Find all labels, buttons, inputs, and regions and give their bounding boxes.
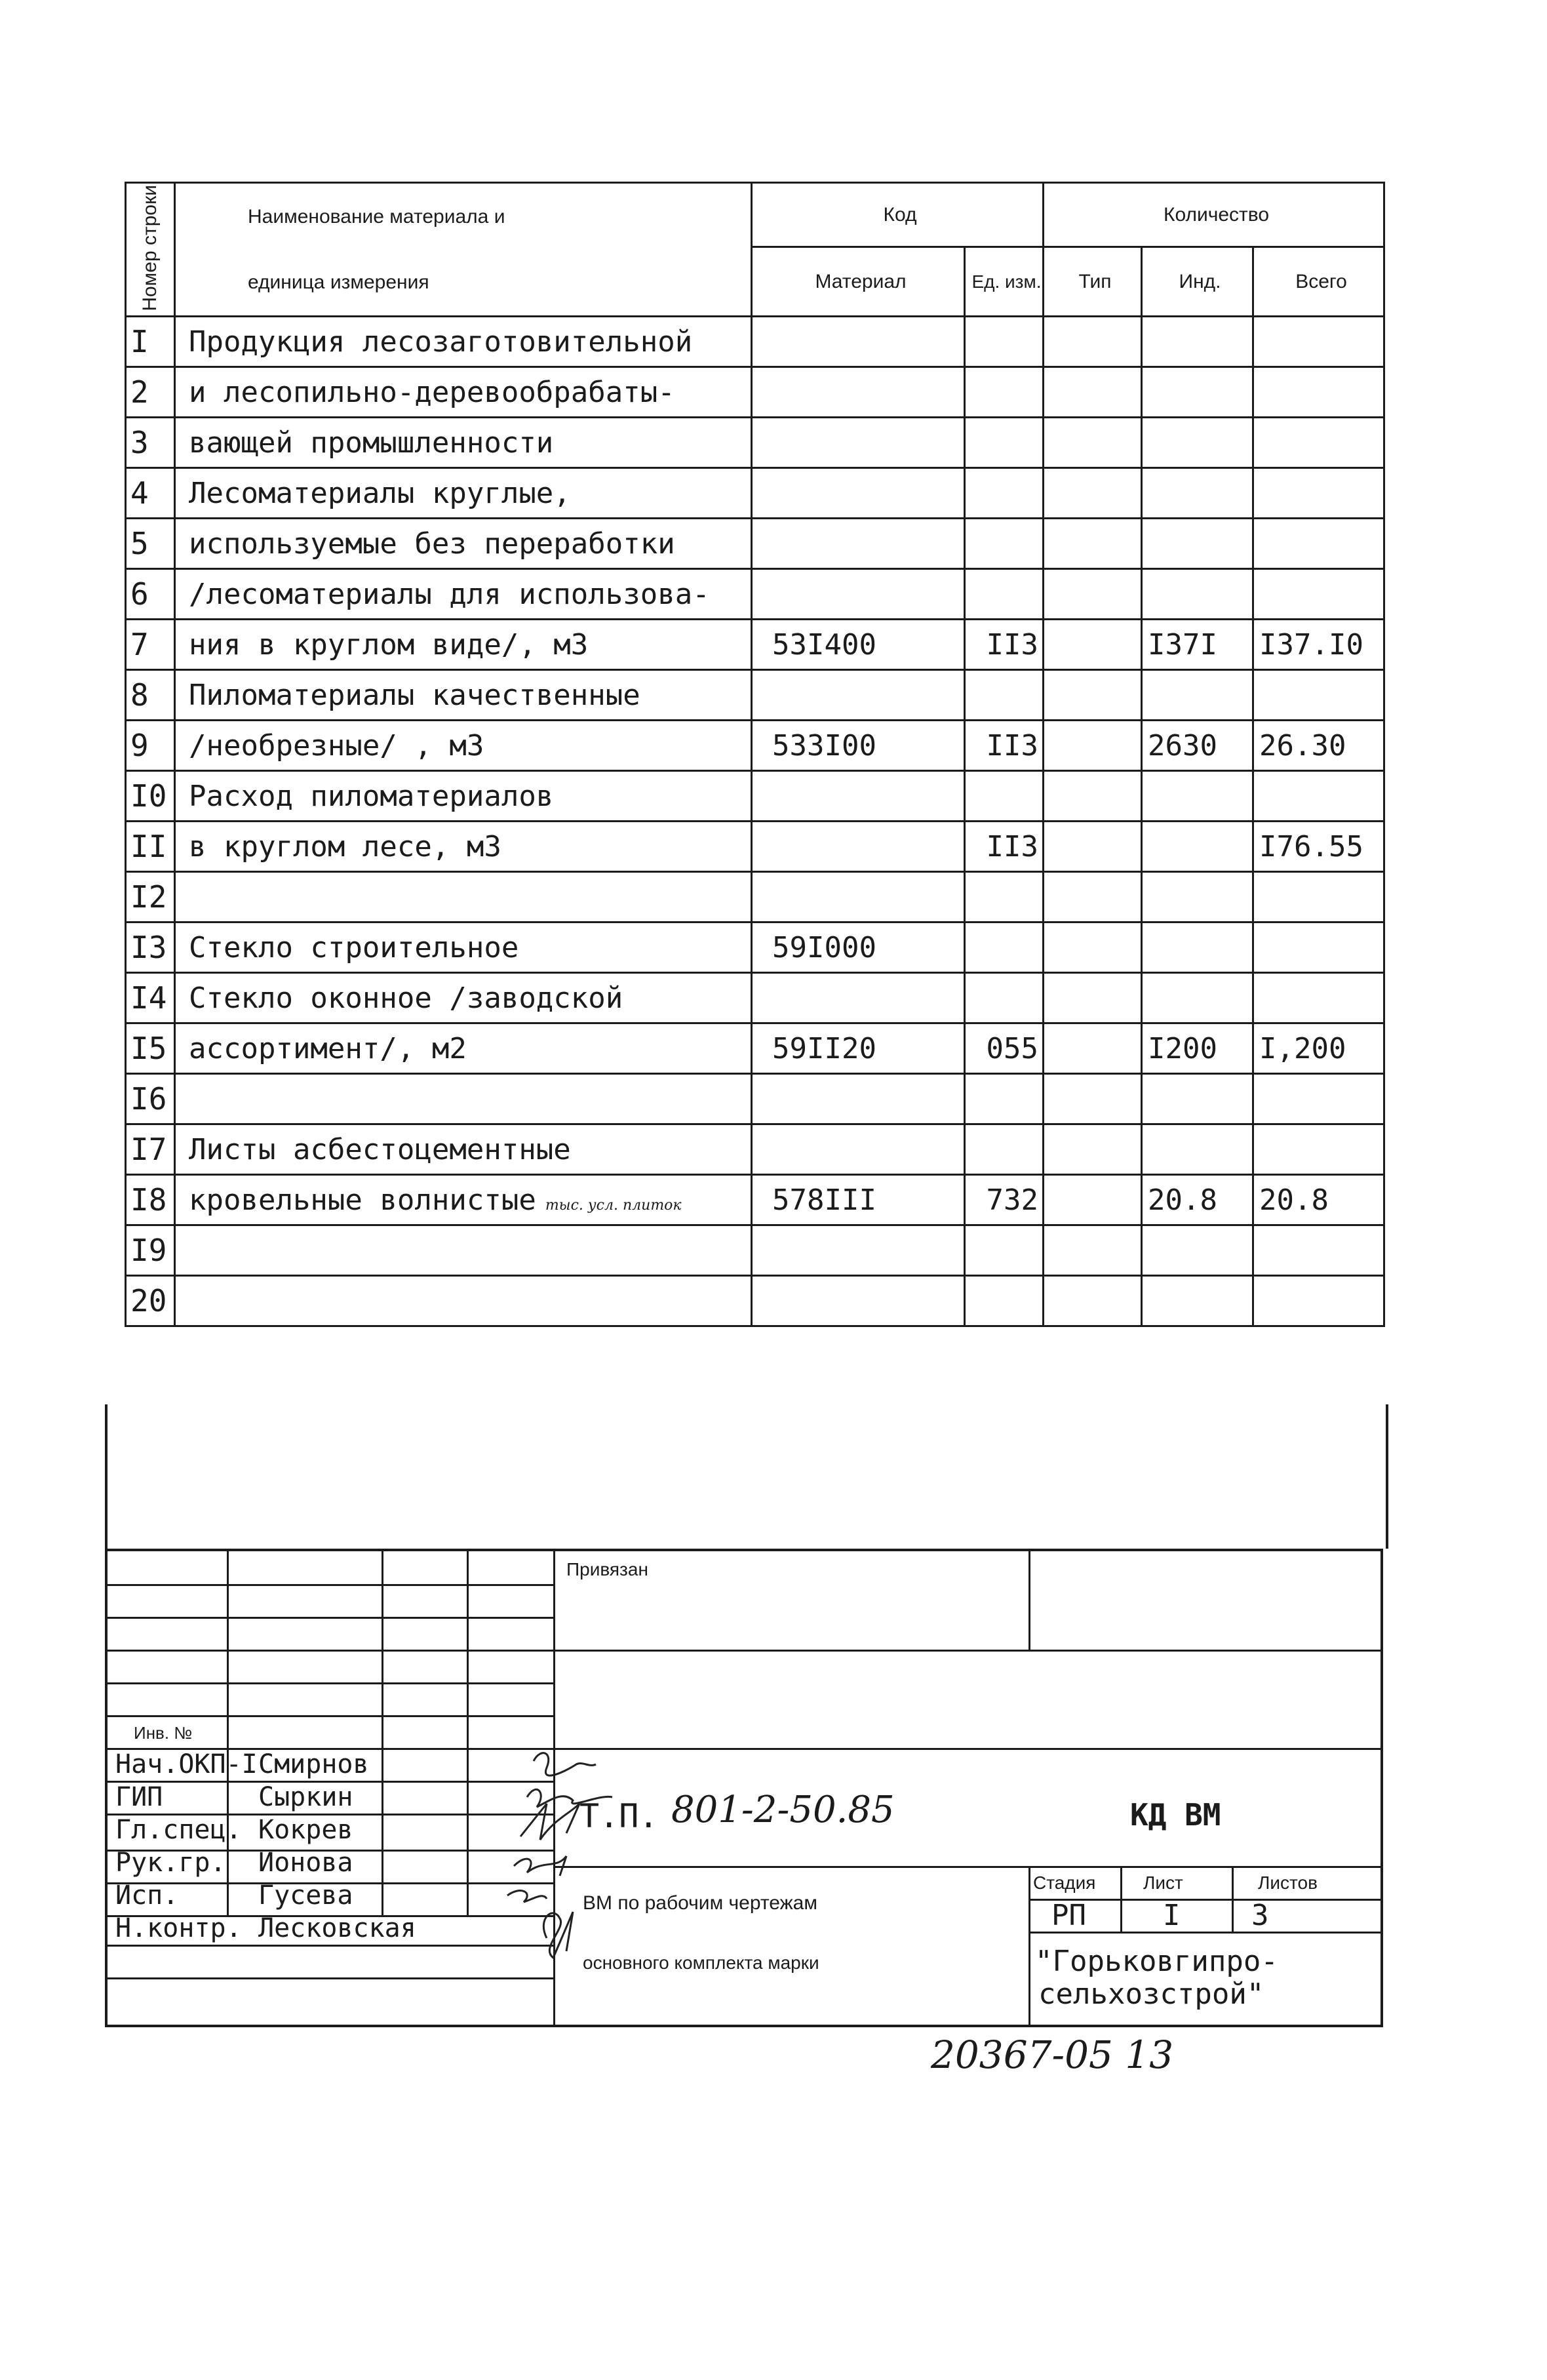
staff-role: Рук.гр. — [115, 1848, 226, 1878]
material-code — [752, 872, 965, 922]
material-name: Стекло строительное — [175, 922, 752, 973]
total-header: Всего — [1253, 247, 1384, 317]
row-number: 8 — [126, 670, 175, 721]
type-qty — [1044, 1074, 1142, 1124]
total-qty — [1253, 771, 1384, 822]
table-row — [126, 1225, 1384, 1276]
specification-sheet — [125, 182, 1383, 1327]
unit-code: II3 — [965, 620, 1044, 670]
type-qty — [1044, 872, 1142, 922]
stage-label: Стадия — [1033, 1873, 1096, 1893]
type-qty — [1044, 418, 1142, 468]
organization-line1: "Горьковгипро- — [1035, 1945, 1278, 1978]
unit-code — [965, 922, 1044, 973]
tp-number: 801-2-50.85 — [671, 1789, 895, 1831]
table-row — [126, 721, 1384, 771]
ind-qty: I37I — [1142, 620, 1253, 670]
material-code-header: Материал — [752, 247, 965, 317]
material-name — [175, 1074, 752, 1124]
ind-qty — [1142, 1124, 1253, 1175]
row-number: I7 — [126, 1124, 175, 1175]
material-code: 59II20 — [752, 1023, 965, 1074]
material-code — [752, 1276, 965, 1326]
type-qty — [1044, 922, 1142, 973]
material-code — [752, 973, 965, 1023]
ind-qty — [1142, 1276, 1253, 1326]
row-number: 9 — [126, 721, 175, 771]
material-code: 59I000 — [752, 922, 965, 973]
sheets-label: Листов — [1258, 1873, 1318, 1893]
unit-code — [965, 519, 1044, 569]
material-name: Лесоматериалы круглые, — [175, 468, 752, 519]
row-number: 2 — [126, 367, 175, 418]
total-qty: 26.30 — [1253, 721, 1384, 771]
unit-code: II3 — [965, 822, 1044, 872]
type-qty — [1044, 670, 1142, 721]
ind-qty — [1142, 1225, 1253, 1276]
type-qty — [1044, 973, 1142, 1023]
row-number: I4 — [126, 973, 175, 1023]
table-row — [126, 317, 1384, 367]
material-name: Расход пиломатериалов — [175, 771, 752, 822]
material-code — [752, 1124, 965, 1175]
inv-label: Инв. № — [134, 1723, 193, 1743]
material-name: в круглом лесе, м3 — [175, 822, 752, 872]
unit-code: 732 — [965, 1175, 1044, 1225]
material-name: Листы асбестоцементные — [175, 1124, 752, 1175]
material-code — [752, 367, 965, 418]
table-row — [126, 922, 1384, 973]
ind-qty — [1142, 872, 1253, 922]
row-number: I8 — [126, 1175, 175, 1225]
ind-qty — [1142, 569, 1253, 620]
material-code: 533I00 — [752, 721, 965, 771]
unit-header: Ед. изм. — [965, 247, 1044, 317]
row-number: I6 — [126, 1074, 175, 1124]
table-row — [126, 1276, 1384, 1326]
row-number: 20 — [126, 1276, 175, 1326]
table-row — [126, 519, 1384, 569]
type-qty — [1044, 367, 1142, 418]
unit-code: II3 — [965, 721, 1044, 771]
description-line2: основного комплекта марки — [583, 1953, 819, 1973]
material-name: ассортимент/, м2 — [175, 1023, 752, 1074]
code-header: Код — [752, 183, 1044, 247]
material-name: Пиломатериалы качественные — [175, 670, 752, 721]
type-qty — [1044, 1175, 1142, 1225]
material-code: 578III — [752, 1175, 965, 1225]
material-code — [752, 519, 965, 569]
total-qty — [1253, 418, 1384, 468]
row-number: II — [126, 822, 175, 872]
sheets-value: 3 — [1251, 1899, 1269, 1932]
ind-qty — [1142, 1074, 1253, 1124]
table-row — [126, 822, 1384, 872]
material-code — [752, 822, 965, 872]
total-qty: I,200 — [1253, 1023, 1384, 1074]
type-qty — [1044, 1124, 1142, 1175]
material-code — [752, 418, 965, 468]
material-name: /лесоматериалы для использова- — [175, 569, 752, 620]
staff-role: Н.контр. — [115, 1913, 242, 1943]
table-row — [126, 670, 1384, 721]
material-code — [752, 771, 965, 822]
material-name: и лесопильно-деревообрабаты- — [175, 367, 752, 418]
unit-code — [965, 418, 1044, 468]
type-qty — [1044, 519, 1142, 569]
total-qty — [1253, 1225, 1384, 1276]
table-row — [126, 973, 1384, 1023]
ind-qty — [1142, 317, 1253, 367]
type-qty — [1044, 822, 1142, 872]
total-qty — [1253, 872, 1384, 922]
unit-code: 055 — [965, 1023, 1044, 1074]
ind-qty — [1142, 367, 1253, 418]
row-number: I9 — [126, 1225, 175, 1276]
staff-name: Гусева — [258, 1880, 353, 1911]
table-row — [126, 872, 1384, 922]
type-qty — [1044, 1225, 1142, 1276]
row-number: I5 — [126, 1023, 175, 1074]
sheet-value: I — [1163, 1899, 1181, 1932]
total-qty — [1253, 367, 1384, 418]
material-name — [175, 1225, 752, 1276]
ind-qty: 2630 — [1142, 721, 1253, 771]
material-code — [752, 317, 965, 367]
unit-code — [965, 1124, 1044, 1175]
unit-code — [965, 973, 1044, 1023]
unit-code — [965, 317, 1044, 367]
material-name: Стекло оконное /заводской — [175, 973, 752, 1023]
unit-code — [965, 468, 1044, 519]
row-number: 4 — [126, 468, 175, 519]
staff-role: Исп. — [115, 1880, 179, 1911]
material-code: 53I400 — [752, 620, 965, 670]
material-name: /необрезные/ , м3 — [175, 721, 752, 771]
table-row — [126, 620, 1384, 670]
table-row — [126, 1074, 1384, 1124]
ind-qty: 20.8 — [1142, 1175, 1253, 1225]
privyazan-label: Привязан — [566, 1559, 648, 1579]
sheet-label: Лист — [1143, 1873, 1183, 1893]
row-number: I2 — [126, 872, 175, 922]
organization-line2: сельхозстрой" — [1038, 1977, 1264, 2011]
unit-note: тыс. усл. плиток — [545, 1197, 682, 1214]
type-qty — [1044, 317, 1142, 367]
total-qty — [1253, 1124, 1384, 1175]
staff-name: Сыркин — [258, 1782, 353, 1812]
ind-qty — [1142, 973, 1253, 1023]
material-code — [752, 1074, 965, 1124]
row-number: I0 — [126, 771, 175, 822]
table-row — [126, 1175, 1384, 1225]
row-number: 5 — [126, 519, 175, 569]
unit-code — [965, 670, 1044, 721]
ind-qty — [1142, 771, 1253, 822]
staff-role: ГИП — [115, 1782, 163, 1812]
total-qty — [1253, 973, 1384, 1023]
ind-qty: I200 — [1142, 1023, 1253, 1074]
material-code — [752, 670, 965, 721]
blank-area — [105, 1404, 1388, 1549]
staff-name: Ионова — [258, 1848, 353, 1878]
total-qty — [1253, 569, 1384, 620]
quantity-header: Количество — [1044, 183, 1384, 247]
archive-number: 20367-05 13 — [931, 2033, 1174, 2077]
tp-prefix: Т.П. — [579, 1797, 659, 1835]
unit-code — [965, 771, 1044, 822]
total-qty — [1253, 519, 1384, 569]
type-qty — [1044, 1023, 1142, 1074]
total-qty — [1253, 317, 1384, 367]
row-number-header: Номер строки — [126, 183, 175, 317]
unit-code — [965, 1074, 1044, 1124]
total-qty — [1253, 922, 1384, 973]
table-body — [126, 317, 1384, 1326]
material-name: ния в круглом виде/, м3 — [175, 620, 752, 670]
unit-code — [965, 569, 1044, 620]
type-qty — [1044, 569, 1142, 620]
type-qty — [1044, 620, 1142, 670]
total-qty: I37.I0 — [1253, 620, 1384, 670]
type-qty — [1044, 468, 1142, 519]
materials-table — [125, 182, 1385, 1327]
document-mark: КД ВМ — [1130, 1797, 1221, 1833]
ind-header: Инд. — [1142, 247, 1253, 317]
table-row — [126, 468, 1384, 519]
row-number: I3 — [126, 922, 175, 973]
table-row — [126, 418, 1384, 468]
staff-role: Гл.спец. — [115, 1815, 242, 1845]
staff-name: Кокрев — [258, 1815, 353, 1845]
unit-code — [965, 1225, 1044, 1276]
table-row — [126, 569, 1384, 620]
table-row — [126, 771, 1384, 822]
unit-code — [965, 1276, 1044, 1326]
staff-role: Нач.ОКП-I — [115, 1749, 258, 1779]
staff-name: Лесковская — [258, 1913, 416, 1943]
ind-qty — [1142, 468, 1253, 519]
material-code — [752, 1225, 965, 1276]
total-qty: 20.8 — [1253, 1175, 1384, 1225]
material-name: вающей промышленности — [175, 418, 752, 468]
table-row — [126, 1124, 1384, 1175]
material-name: используемые без переработки — [175, 519, 752, 569]
row-number: 7 — [126, 620, 175, 670]
material-name — [175, 872, 752, 922]
type-qty — [1044, 771, 1142, 822]
stage-value: РП — [1051, 1899, 1086, 1932]
material-name: кровельные волнистые тыс. усл. плиток — [175, 1175, 752, 1225]
table-row — [126, 1023, 1384, 1074]
row-number: 3 — [126, 418, 175, 468]
table-row — [126, 367, 1384, 418]
unit-code — [965, 367, 1044, 418]
type-qty — [1044, 721, 1142, 771]
staff-name: Смирнов — [258, 1749, 369, 1779]
row-number: I — [126, 317, 175, 367]
total-qty — [1253, 468, 1384, 519]
ind-qty — [1142, 670, 1253, 721]
ind-qty — [1142, 822, 1253, 872]
material-code — [752, 569, 965, 620]
type-qty — [1044, 1276, 1142, 1326]
ind-qty — [1142, 418, 1253, 468]
unit-code — [965, 872, 1044, 922]
material-code — [752, 468, 965, 519]
description-line1: ВМ по рабочим чертежам — [583, 1892, 817, 1914]
ind-qty — [1142, 519, 1253, 569]
total-qty — [1253, 670, 1384, 721]
type-header: Тип — [1044, 247, 1142, 317]
material-name — [175, 1276, 752, 1326]
row-number: 6 — [126, 569, 175, 620]
title-block — [105, 1549, 1383, 2027]
material-name-header: Наименование материала и единица измерения — [175, 183, 752, 317]
total-qty — [1253, 1074, 1384, 1124]
material-name: Продукция лесозаготовительной — [175, 317, 752, 367]
ind-qty — [1142, 922, 1253, 973]
total-qty — [1253, 1276, 1384, 1326]
signatures-image — [461, 1748, 632, 2030]
total-qty: I76.55 — [1253, 822, 1384, 872]
